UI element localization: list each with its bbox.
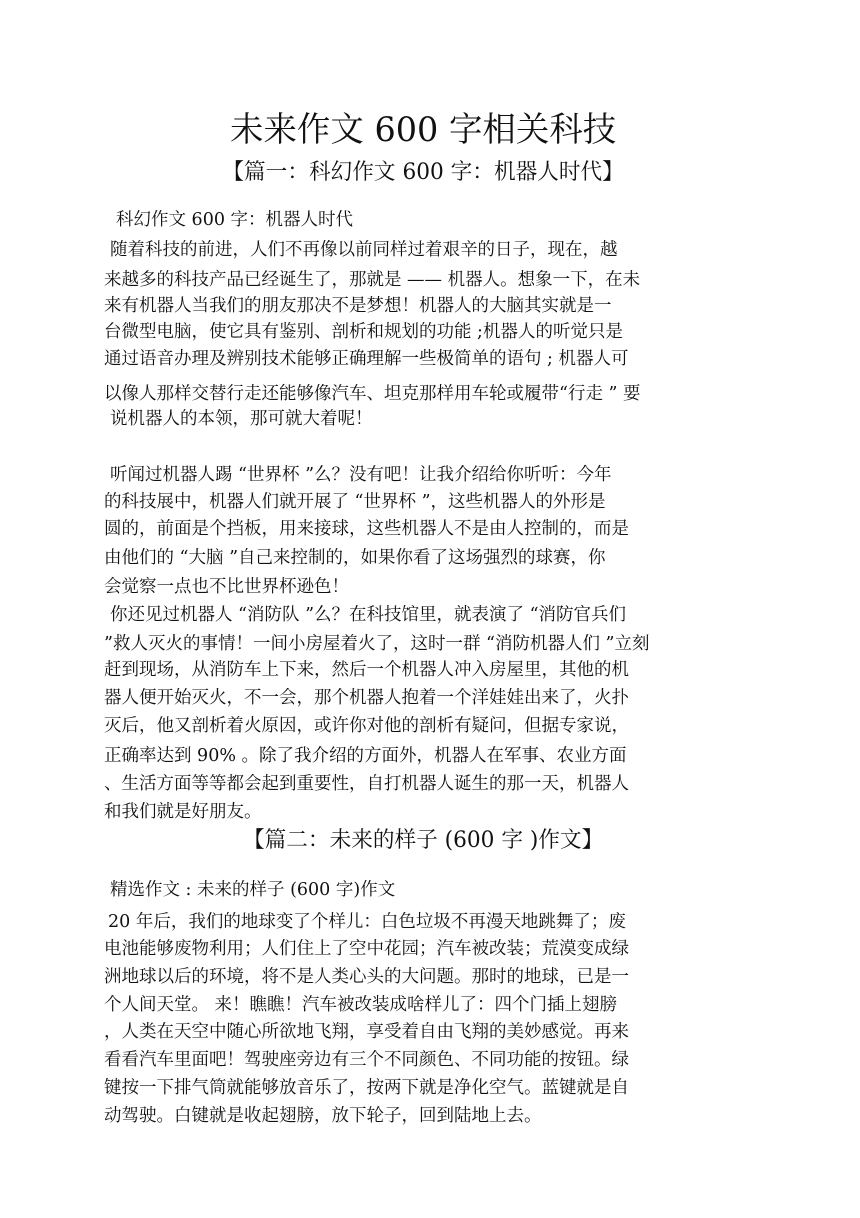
paragraph-line: 来有机器人当我们的朋友那决不是梦想！机器人的大脑其实就是一	[104, 296, 612, 316]
paragraph-line: 个人间天堂。 来！瞧瞧！汽车被改装成啥样儿了：四个门插上翅膀	[104, 995, 618, 1015]
section-heading-2: 【篇二：未来的样子 (600 字 )作文】	[242, 828, 604, 853]
paragraph-line: 、生活方面等等都会起到重要性，自打机器人诞生的那一天，机器人	[104, 774, 629, 794]
paragraph-line: 通过语音办理及辨别技术能够正确理解一些极简单的语句 ; 机器人可	[104, 349, 629, 369]
paragraph-line: 精选作文 : 未来的样子 (600 字)作文	[110, 880, 396, 900]
paragraph-line: 以像人那样交替行走还能够像汽车、坦克那样用车轮或履带“行走 ” 要	[104, 384, 641, 404]
paragraph-line: 台微型电脑，使它具有鉴别、剖析和规划的功能 ;机器人的听觉只是	[104, 322, 623, 342]
paragraph-line: 的科技展中，机器人们就开展了 “世界杯 ”，这些机器人的外形是	[104, 492, 606, 512]
paragraph-line: 科幻作文 600 字：机器人时代	[116, 210, 354, 230]
paragraph-line: 由他们的 “大脑 ”自己来控制的，如果你看了这场强烈的球赛，你	[104, 548, 606, 568]
paragraph-line: 赶到现场，从消防车上下来，然后一个机器人冲入房屋里，其他的机	[104, 660, 629, 680]
paragraph-line: 正确率达到 90% 。除了我介绍的方面外，机器人在军事、农业方面	[104, 746, 627, 766]
paragraph-line: ，人类在天空中随心所欲地飞翔，享受着自由飞翔的美妙感觉。再来	[104, 1022, 629, 1042]
paragraph-line: 圆的，前面是个挡板，用来接球，这些机器人不是由人控制的，而是	[104, 519, 629, 539]
paragraph-line: 听闻过机器人踢 “世界杯 ”么？没有吧！让我介绍给你听听：今年	[110, 465, 612, 485]
paragraph-line: 说机器人的本领，那可就大着呢！	[110, 409, 373, 429]
paragraph-line: 随着科技的前进，人们不再像以前同样过着艰辛的日子，现在，越	[110, 240, 618, 260]
paragraph-line: 键按一下排气筒就能够放音乐了，按两下就是净化空气。蓝键就是自	[104, 1078, 629, 1098]
document-title: 未来作文 600 字相关科技	[229, 110, 617, 150]
paragraph-line: 会觉察一点也不比世界杯逊色！	[104, 577, 349, 597]
paragraph-line: 灭后，他又剖析着火原因，或许你对他的剖析有疑问，但据专家说，	[104, 716, 629, 736]
paragraph-line: 你还见过机器人 “消防队 ”么？在科技馆里，就表演了 “消防官兵们	[110, 605, 627, 625]
paragraph-line: 洲地球以后的环境，将不是人类心头的大问题。那时的地球，已是一	[104, 967, 629, 987]
paragraph-line: 动驾驶。白键就是收起翅膀，放下轮子，回到陆地上去。	[104, 1106, 542, 1126]
section-heading-1: 【篇一：科幻作文 600 字：机器人时代】	[222, 160, 624, 185]
paragraph-line: 20 年后，我们的地球变了个样儿：白色垃圾不再漫天地跳舞了；废	[108, 912, 626, 932]
paragraph-line: 器人便开始灭火，不一会，那个机器人抱着一个洋娃娃出来了，火扑	[104, 688, 629, 708]
paragraph-line: ”救人灭火的事情！一间小房屋着火了，这时一群 “消防机器人们 ”立刻	[104, 634, 650, 654]
paragraph-line: 和我们就是好朋友。	[104, 802, 262, 822]
paragraph-line: 看看汽车里面吧！驾驶座旁边有三个不同颜色、不同功能的按钮。绿	[104, 1050, 629, 1070]
paragraph-line: 来越多的科技产品已经诞生了，那就是 —— 机器人。想象一下，在未	[104, 270, 641, 290]
paragraph-line: 电池能够废物利用；人们住上了空中花园；汽车被改装；荒漠变成绿	[104, 939, 629, 959]
